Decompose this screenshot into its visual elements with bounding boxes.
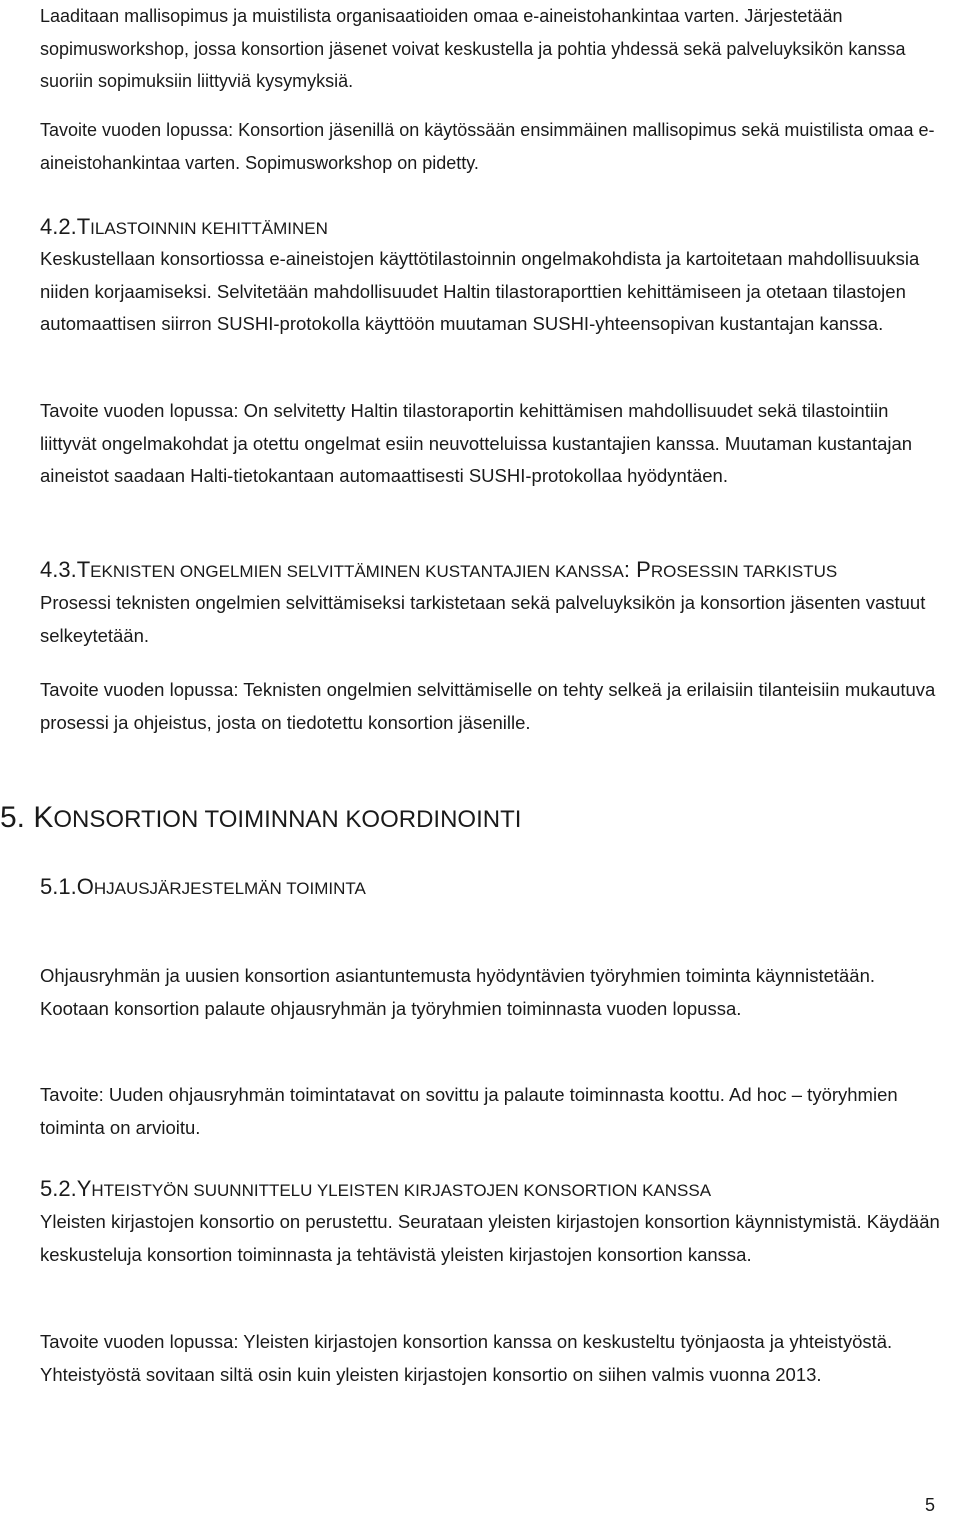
section-number: 5.1. <box>40 874 77 899</box>
heading-5-1 <box>40 873 945 903</box>
body-text: Tavoite: Uuden ohjausryhmän toimintatavat on sovittu ja palaute toiminnasta koottu. Ad hoc – työryhmien toiminta on arvioitu. <box>40 1084 898 1138</box>
body-text: Laaditaan mallisopimus ja muistilista organisaatioiden omaa e-aineistohankintaa varten. Järjestetään sopimusworkshop, jossa konsortion jäsenet voivat keskustella ja pohtia yhdessä sekä palveluyksikön kanssa suoriin sopimuksiin liittyviä kysymyksiä. <box>40 6 906 91</box>
paragraph-mallisopimus <box>40 0 945 98</box>
heading-colon: : <box>623 557 630 582</box>
paragraph-goal-4-2 <box>40 395 945 493</box>
heading-initial: O <box>76 874 94 899</box>
heading-5 <box>0 800 905 838</box>
heading-initial: T <box>76 214 91 239</box>
heading-4-2 <box>40 213 945 243</box>
heading-text: HJAUSJÄRJESTELMÄN TOIMINTA <box>93 879 366 898</box>
paragraph-yleiset-kirjastot <box>40 1206 945 1271</box>
body-text: Tavoite vuoden lopussa: Yleisten kirjastojen konsortion kanssa on keskusteltu työnjaosta ja yhteistyöstä. Yhteistyöstä sovitaan siltä osin kuin yleisten kirjastojen konsortio on siihen valmis vuonna 2013. <box>40 1331 893 1385</box>
section-number: 4.3. <box>40 557 77 582</box>
heading-initial: K <box>33 801 54 834</box>
page-number: 5 <box>924 1495 935 1515</box>
body-text: Prosessi teknisten ongelmien selvittämiseksi tarkistetaan sekä palveluyksikön ja konsortion jäsenten vastuut selkeytetään. <box>40 592 926 646</box>
heading-text: ONSORTION TOIMINNAN KOORDINOINTI <box>53 806 522 833</box>
heading-text: EKNISTEN ONGELMIEN SELVITTÄMINEN KUSTANTAJIEN KANSSA <box>90 562 624 581</box>
paragraph-ohjausryhma <box>40 960 945 1025</box>
paragraph-prosessi <box>40 587 945 652</box>
heading-initial: P <box>636 557 651 582</box>
body-text: Ohjausryhmän ja uusien konsortion asiantuntemusta hyödyntävien työryhmien toiminta käynnistetään. Kootaan konsortion palaute ohjausryhmän ja työryhmien toiminnasta vuoden lopussa. <box>40 965 876 1019</box>
paragraph-goal-5-1 <box>40 1079 945 1144</box>
heading-5-2 <box>40 1175 945 1205</box>
body-text: Yleisten kirjastojen konsortio on perustettu. Seurataan yleisten kirjastojen konsortion käynnistymistä. Käydään keskusteluja konsortion toiminnasta ja tehtävistä yleisten kirjastojen konsortion kanssa. <box>40 1211 940 1265</box>
heading-4-3 <box>40 556 945 586</box>
body-text: Keskustellaan konsortiossa e-aineistojen käyttötilastoinnin ongelmakohdista ja kartoitetaan mahdollisuuksia niiden korjaamiseksi. Selvitetään mahdollisuudet Haltin tilastoraporttien kehittämiseen ja otetaan tilastojen automaattisen siirron SUSHI-protokolla käyttöön muutaman SUSHI-yhteensopivan kustantajan kanssa. <box>40 248 920 334</box>
paragraph-goal-4-1 <box>40 114 945 179</box>
section-number: 5.2. <box>40 1176 77 1201</box>
body-text: Tavoite vuoden lopussa: On selvitetty Haltin tilastoraportin kehittämisen mahdollisuudet sekä tilastointiin liittyvät ongelmakohdat ja otettu ongelmat esiin neuvotteluissa kustantajien kanssa. Muutaman kustantajan aineistot saadaan Halti-tietokantaan automaattisesti SUSHI-protokollaa hyödyntäen. <box>40 400 913 486</box>
paragraph-goal-5-2 <box>40 1326 945 1391</box>
paragraph-goal-4-3 <box>40 674 945 739</box>
body-text: Tavoite vuoden lopussa: Konsortion jäsenillä on käytössään ensimmäinen mallisopimus sekä muistilista omaa e-aineistohankintaa varten. Sopimusworkshop on pidetty. <box>40 120 935 173</box>
heading-initial: Y <box>76 1176 92 1201</box>
heading-text: ILASTOINNIN KEHITTÄMINEN <box>90 219 328 238</box>
heading-text: HTEISTYÖN SUUNNITTELU YLEISTEN KIRJASTOJEN KONSORTION KANSSA <box>91 1181 712 1200</box>
body-text: Tavoite vuoden lopussa: Teknisten ongelmien selvittämiselle on tehty selkeä ja erilaisiin tilanteisiin mukautuva prosessi ja ohjeistus, josta on tiedotettu konsortion jäsenille. <box>40 679 936 733</box>
paragraph-tilastointi <box>40 243 945 341</box>
section-number: 4.2. <box>40 214 77 239</box>
heading-initial: T <box>76 557 91 582</box>
heading-text: ROSESSIN TARKISTUS <box>650 562 838 581</box>
section-number: 5. <box>0 801 26 834</box>
